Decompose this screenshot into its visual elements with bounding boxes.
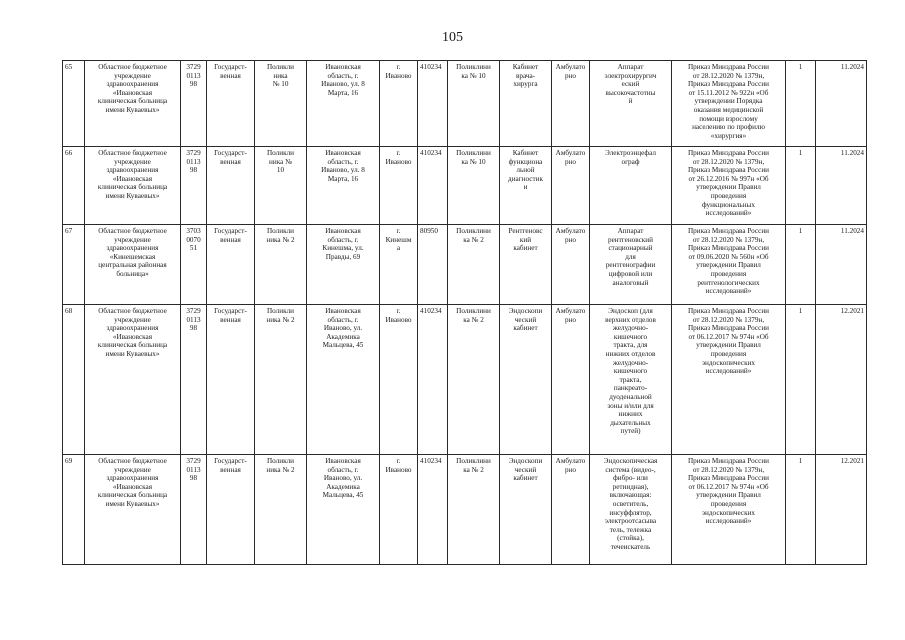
- replacement-date: 11.2024: [816, 61, 867, 147]
- city: г. Кинешм а: [380, 225, 418, 305]
- organization-name: Областное бюджетное учреждение здравоохранения «Ивановская клиническая больница имени Куваевых»: [85, 455, 181, 565]
- location-code: 80950: [418, 225, 448, 305]
- regulation-order: Приказ Минздрава России от 28.12.2020 № 1379н, Приказ Минздрава России от 06.12.2017 № 974н «Об утверждении Правил проведения эндоскопических исследований»: [672, 305, 786, 455]
- address: Ивановская область, г. Иваново, ул. 8 Марта, 16: [307, 147, 380, 225]
- regulation-order: Приказ Минздрава России от 28.12.2020 № 1379н, Приказ Минздрава России от 15.11.2012 № 922н «Об утверждении Порядка оказания медицинской помощи взрослому населению по профилю «хирургия»: [672, 61, 786, 147]
- quantity: 1: [786, 225, 816, 305]
- equipment: Аппарат рентгеновский стационарный для рентгенографии цифровой или аналоговый: [590, 225, 672, 305]
- city: г. Иваново: [380, 305, 418, 455]
- row-number: 67: [63, 225, 85, 305]
- quantity: 1: [786, 305, 816, 455]
- department: Поликлини ка № 2: [448, 455, 500, 565]
- department: Поликлини ка № 10: [448, 61, 500, 147]
- equipment: Эндоскопическая система (видео-, фибро- или ретиидная), включающая: осветитель, инсуффлятор, электроотсасыва тель, тележка (стойка), течеискатель: [590, 455, 672, 565]
- page-number: 105: [442, 30, 463, 45]
- inn-cell: 3729 0113 98: [181, 147, 207, 225]
- clinic-unit: Поликли ника № 10: [255, 147, 307, 225]
- clinic-unit: Поликли ника № 10: [255, 61, 307, 147]
- replacement-date: 11.2024: [816, 147, 867, 225]
- row-number: 68: [63, 305, 85, 455]
- equipment: Аппарат электрохирургич еский высокочастотны й: [590, 61, 672, 147]
- address: Ивановская область, г. Иваново, ул. Академика Мальцева, 45: [307, 305, 380, 455]
- ownership-form: Государст- венная: [207, 455, 255, 565]
- department: Поликлини ка № 2: [448, 225, 500, 305]
- clinic-unit: Поликли ника № 2: [255, 305, 307, 455]
- organization-name: Областное бюджетное учреждение здравоохранения «Ивановская клиническая больница имени Куваевых»: [85, 147, 181, 225]
- city: г. Иваново: [380, 61, 418, 147]
- ownership-form: Государст- венная: [207, 61, 255, 147]
- regulation-order: Приказ Минздрава России от 28.12.2020 № 1379н, Приказ Минздрава России от 09.06.2020 № 560н «Об утверждении Правил проведения рентгенологических исследований»: [672, 225, 786, 305]
- ownership-form: Государст- венная: [207, 225, 255, 305]
- room: Эндоскопи ческий кабинет: [500, 305, 552, 455]
- room: Кабинет функциона льной диагностик и: [500, 147, 552, 225]
- inn-cell: 3703 0070 51: [181, 225, 207, 305]
- location-code: 410234: [418, 147, 448, 225]
- location-code: 410234: [418, 305, 448, 455]
- care-type: Амбулато рно: [552, 225, 590, 305]
- quantity: 1: [786, 61, 816, 147]
- ownership-form: Государст- венная: [207, 147, 255, 225]
- equipment-register-table: [62, 60, 867, 565]
- equipment: Электроэнцефал ограф: [590, 147, 672, 225]
- inn-cell: 3729 0113 98: [181, 455, 207, 565]
- address: Ивановская область, г. Иваново, ул. Академика Мальцева, 45: [307, 455, 380, 565]
- location-code: 410234: [418, 455, 448, 565]
- table-row: [63, 305, 867, 455]
- care-type: Амбулато рно: [552, 305, 590, 455]
- care-type: Амбулато рно: [552, 455, 590, 565]
- regulation-order: Приказ Минздрава России от 28.12.2020 № 1379н, Приказ Минздрава России от 06.12.2017 № 974н «Об утверждении Правил проведения эндоскопических исследований»: [672, 455, 786, 565]
- regulation-order: Приказ Минздрава России от 28.12.2020 № 1379н, Приказ Минздрава России от 26.12.2016 № 997н «Об утверждении Правил проведения функциональных исследований»: [672, 147, 786, 225]
- clinic-unit: Поликли ника № 2: [255, 225, 307, 305]
- organization-name: Областное бюджетное учреждение здравоохранения «Ивановская клиническая больница имени Куваевых»: [85, 305, 181, 455]
- organization-name: Областное бюджетное учреждение здравоохранения «Кинешемская центральная районная больница»: [85, 225, 181, 305]
- replacement-date: 11.2024: [816, 225, 867, 305]
- care-type: Амбулато рно: [552, 61, 590, 147]
- ownership-form: Государст- венная: [207, 305, 255, 455]
- city: г. Иваново: [380, 455, 418, 565]
- address: Ивановская область, г. Иваново, ул. 8 Марта, 16: [307, 61, 380, 147]
- department: Поликлини ка № 10: [448, 147, 500, 225]
- address: Ивановская область, г. Кинешма, ул. Правды, 69: [307, 225, 380, 305]
- room: Кабинет врача- хирурга: [500, 61, 552, 147]
- row-number: 65: [63, 61, 85, 147]
- clinic-unit: Поликли ника № 2: [255, 455, 307, 565]
- room: Эндоскопи ческий кабинет: [500, 455, 552, 565]
- city: г. Иваново: [380, 147, 418, 225]
- quantity: 1: [786, 455, 816, 565]
- equipment: Эндоскоп (для верхних отделов желудочно- кишечного тракта, для нижних отделов желудочно- кишечного тракта, панкреато- дуоденальной зоны и/или для нижних дыхательных путей): [590, 305, 672, 455]
- row-number: 69: [63, 455, 85, 565]
- inn-cell: 3729 0113 98: [181, 305, 207, 455]
- table-row: [63, 455, 867, 565]
- department: Поликлини ка № 2: [448, 305, 500, 455]
- row-number: 66: [63, 147, 85, 225]
- replacement-date: 12.2021: [816, 455, 867, 565]
- table-row: [63, 147, 867, 225]
- location-code: 410234: [418, 61, 448, 147]
- quantity: 1: [786, 147, 816, 225]
- inn-cell: 3729 0113 98: [181, 61, 207, 147]
- table-row: [63, 225, 867, 305]
- room: Рентгеновс кий кабинет: [500, 225, 552, 305]
- care-type: Амбулато рно: [552, 147, 590, 225]
- organization-name: Областное бюджетное учреждение здравоохранения «Ивановская клиническая больница имени Куваевых»: [85, 61, 181, 147]
- table-row: [63, 61, 867, 147]
- replacement-date: 12.2021: [816, 305, 867, 455]
